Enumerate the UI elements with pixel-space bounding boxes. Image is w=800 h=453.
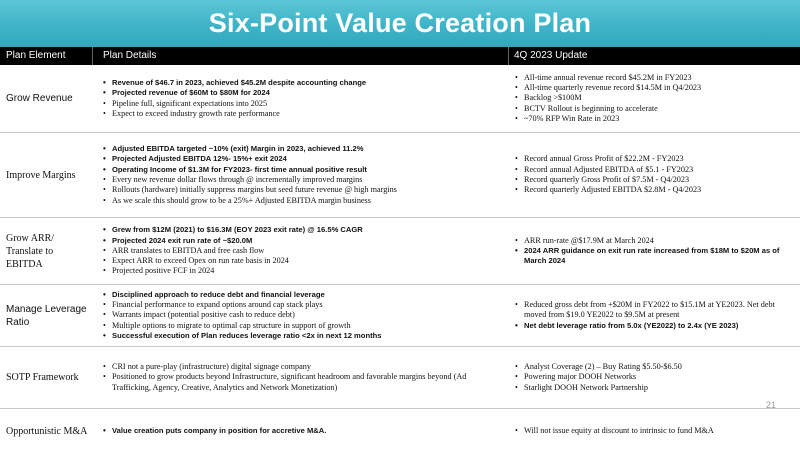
bullet-item: • Projected Adjusted EBITDA 12%- 15%+ exit 2024 <box>100 154 506 164</box>
bullet-item: • As we scale this should grow to be a 25%+ Adjusted EBITDA margin business <box>100 196 506 206</box>
update-cell <box>512 409 796 453</box>
bullet-item: • ARR run-rate @$17.9M at March 2024 <box>512 236 796 246</box>
bullet-item: • Projected revenue of $60M to $80M for 2024 <box>100 88 506 98</box>
bullet-list <box>512 300 796 331</box>
bullet-item: • Projected positive FCF in 2024 <box>100 266 506 276</box>
bullet-item: • Record quarterly Gross Profit of $7.5M - Q4/2023 <box>512 175 796 185</box>
table-row <box>0 285 800 347</box>
plan-details-cell <box>100 347 506 408</box>
bullet-item: • Rollouts (hardware) initially suppress margins but seed future revenue @ high margins <box>100 185 506 195</box>
bullet-list <box>100 426 506 436</box>
row-label: Manage Leverage Ratio <box>6 303 87 328</box>
update-cell <box>512 133 796 217</box>
bullet-item: • Record annual Adjusted EBITDA of $5.1 - FY2023 <box>512 165 796 175</box>
update-cell <box>512 218 796 284</box>
table-row <box>0 409 800 453</box>
bullet-list <box>100 225 506 276</box>
header-plan-element: Plan Element <box>6 50 66 61</box>
bullet-list <box>512 426 796 436</box>
bullet-item: • CRI not a pure-play (infrastructure) digital signage company <box>100 362 506 372</box>
bullet-item: • Pipeline full, significant expectations into 2025 <box>100 99 506 109</box>
bullet-item: • Expect to exceed industry growth rate performance <box>100 109 506 119</box>
bullet-item: • Warrants impact (potential positive cash to reduce debt) <box>100 310 506 320</box>
bullet-item: • Successful execution of Plan reduces leverage ratio <2x in next 12 months <box>100 331 506 341</box>
bullet-list <box>100 362 506 393</box>
bullet-item: • Every new revenue dollar flows through @ incrementally improved margins <box>100 175 506 185</box>
row-label: Opportunistic M&A <box>6 425 88 437</box>
plan-details-cell <box>100 133 506 217</box>
bullet-item: • BCTV Rollout is beginning to accelerate <box>512 104 796 114</box>
bullet-item: • Projected 2024 exit run rate of ~$20.0M <box>100 236 506 246</box>
bullet-item: • Revenue of $46.7 in 2023, achieved $45.2M despite accounting change <box>100 78 506 88</box>
table-header <box>0 47 800 65</box>
row-label: SOTP Framework <box>6 372 79 383</box>
bullet-list <box>512 362 796 393</box>
bullet-item: • Net debt leverage ratio from 5.0x (YE2022) to 2.4x (YE 2023) <box>512 321 796 331</box>
header-divider <box>92 47 93 65</box>
bullet-item: • Will not issue equity at discount to intrinsic to fund M&A <box>512 426 796 436</box>
bullet-item: • ARR translates to EBITDA and free cash flow <box>100 246 506 256</box>
bullet-item: • Record annual Gross Profit of $22.2M - FY2023 <box>512 154 796 164</box>
bullet-item: • Expect ARR to exceed Opex on run rate basis in 2024 <box>100 256 506 266</box>
page-number: 21 <box>766 400 777 410</box>
row-label: Grow ARR/ Translate to EBITDA <box>6 232 55 270</box>
table-row <box>0 347 800 409</box>
bullet-item: • Operating Income of $1.3M for FY2023- first time annual positive result <box>100 165 506 175</box>
plan-details-cell <box>100 218 506 284</box>
bullet-item: • All-time quarterly revenue record $14.5M in Q4/2023 <box>512 83 796 93</box>
bullet-list <box>512 236 796 267</box>
bullet-item: • Disciplined approach to reduce debt and financial leverage <box>100 290 506 300</box>
row-label: Improve Margins <box>6 169 76 181</box>
bullet-item: • Financial performance to expand options around cap stack plays <box>100 300 506 310</box>
header-divider <box>508 47 509 65</box>
bullet-list <box>512 73 796 124</box>
bullet-item: • Adjusted EBITDA targeted ~10% (exit) Margin in 2023, achieved 11.2% <box>100 144 506 154</box>
page-title: Six-Point Value Creation Plan <box>208 8 592 38</box>
bullet-list <box>512 154 796 195</box>
bullet-item: • Multiple options to migrate to optimal cap structure in support of growth <box>100 321 506 331</box>
table-row <box>0 133 800 218</box>
bullet-list <box>100 290 506 341</box>
bullet-item: • Starlight DOOH Network Partnership <box>512 383 796 393</box>
bullet-item: • Reduced gross debt from +$20M in FY2022 to $15.1M at YE2023. Net debt moved from $19.0 YE2022 to $9.5M at present <box>512 300 796 321</box>
header-plan-details: Plan Details <box>103 50 157 61</box>
bullet-list <box>100 144 506 206</box>
update-cell <box>512 285 796 346</box>
bullet-item: • Record quarterly Adjusted EBITDA $2.8M - Q4/2023 <box>512 185 796 195</box>
bullet-item: • Powering major DOOH Networks <box>512 372 796 382</box>
bullet-item: • All-time annual revenue record $45.2M in FY2023 <box>512 73 796 83</box>
table-row <box>0 65 800 133</box>
bullet-item: • Positioned to grow products beyond Infrastructure, significant headroom and favorable margins beyond (Ad Trafficking, Agency, Creative, Analytics and Network Monetization) <box>100 372 506 393</box>
plan-details-cell <box>100 409 506 453</box>
bullet-item: • Grew from $12M (2021) to $16.3M (EOY 2023 exit rate) @ 16.5% CAGR <box>100 225 506 235</box>
table-row <box>0 218 800 285</box>
bullet-item: • Backlog >$100M <box>512 93 796 103</box>
header-update: 4Q 2023 Update <box>514 50 588 61</box>
bullet-list <box>100 78 506 119</box>
bullet-item: • Analyst Coverage (2) – Buy Rating $5.50-$6.50 <box>512 362 796 372</box>
bullet-item: • Value creation puts company in position for accretive M&A. <box>100 426 506 436</box>
plan-details-cell <box>100 285 506 346</box>
bullet-item: • 2024 ARR guidance on exit run rate increased from $18M to $20M as of March 2024 <box>512 246 796 267</box>
update-cell <box>512 65 796 132</box>
title-bar <box>0 0 800 47</box>
plan-details-cell <box>100 65 506 132</box>
update-cell <box>512 347 796 408</box>
bullet-item: • ~70% RFP Win Rate in 2023 <box>512 114 796 124</box>
row-label: Grow Revenue <box>6 93 73 104</box>
